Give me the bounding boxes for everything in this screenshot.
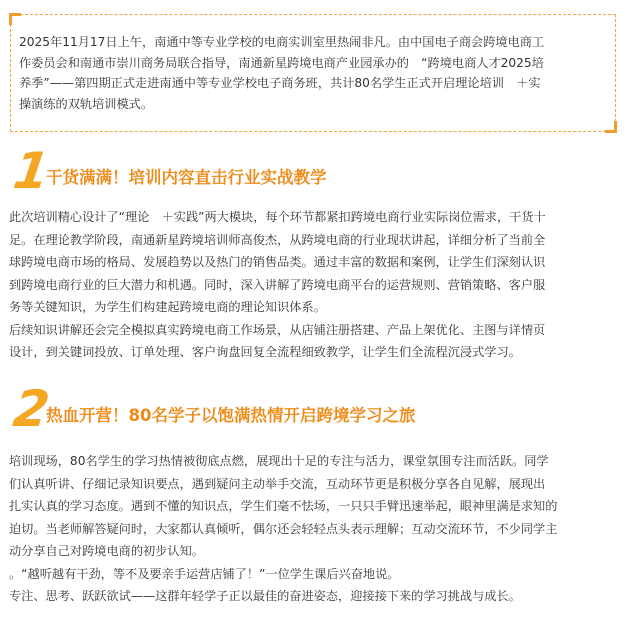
body-line: 培训现场，80名学生的学习热情被彻底点燃，展现出十足的专注与活力，课堂氛围专注而活跃。同学 [9,454,549,468]
section-1-body [9,206,616,364]
intro-box [10,14,616,132]
body-line: 设计，到关键词投放、订单处理、客户询盘回复全流程细致教学，让学生们全流程沉浸式学习。 [9,345,521,359]
body-line: 迫切。当老师解答疑问时，大家都认真倾听，偶尔还会轻轻点头表示理解；互动交流环节，不少同学主 [9,521,558,536]
corner-decoration [605,121,617,133]
body-line: 们认真听讲、仔细记录知识要点，遇到疑问主动举手交流，互动环节更是积极分享各自见解，展现出 [9,476,546,491]
intro-line: 2025年11月17日上午，南通中等专业学校的电商实训室里热闹非凡。由中国电子商会跨境电商工 [19,35,545,49]
body-line: 后续知识讲解还会完全模拟真实跨境电商工作场景，从店铺注册搭建、产品上架优化、主图与详情页 [9,322,546,337]
body-line: 足。在理论教学阶段，南通新星跨境培训师高俊杰，从跨境电商的行业现状讲起，详细分析了当前全 [9,232,546,247]
section-2-header [9,380,614,440]
section-2-number: 2 [9,380,53,438]
section-1-header [9,142,614,202]
body-line: 。“越听越有干劲，等不及要亲手运营店铺了！”一位学生课后兴奋地说。 [9,566,400,581]
intro-line: 作委员会和南通市崇川商务局联合指导，南通新星跨境电商产业园承办的 “跨境电商人才2025培 [19,55,544,70]
body-line: 球跨境电商市场的格局、发展趋势以及热门的销售品类。通过丰富的数据和案例，让学生们深刻认识 [9,255,546,269]
body-line: 此次培训精心设计了“理论 ＋实践”两大模块，每个环节都紧扣跨境电商行业实际岗位需求，干货十 [9,210,546,224]
section-2-title: 热血开营！80名学子以饱满热情开启跨境学习之旅 [46,406,416,425]
body-line: 扎实认真的学习态度。遇到不懂的知识点，学生们毫不怯场，一只只手臂迅速举起，眼神里满是求知的 [9,499,558,513]
section-1-number: 1 [9,142,53,200]
body-line: 务等关键知识，为学生们构建起跨境电商的理论知识体系。 [9,300,326,314]
section-2-body [9,450,616,608]
body-line: 专注、思考、跃跃欲试——这群年轻学子正以最佳的奋进姿态，迎接接下来的学习挑战与成长。 [9,589,521,603]
intro-line: 操演练的双轨培训模式。 [19,96,154,111]
body-line: 到跨境电商行业的巨大潜力和机遇。同时，深入讲解了跨境电商平台的运营规则、营销策略、客户服 [9,277,546,292]
corner-decoration [9,13,21,25]
intro-paragraph [19,32,609,114]
intro-line: 养季”——第四期正式走进南通中等专业学校电子商务班，共计80名学生正式开启理论培训 ＋实 [19,76,541,90]
body-line: 动分享自己对跨境电商的初步认知。 [9,544,204,558]
section-1-title: 干货满满！培训内容直击行业实战教学 [46,168,327,187]
